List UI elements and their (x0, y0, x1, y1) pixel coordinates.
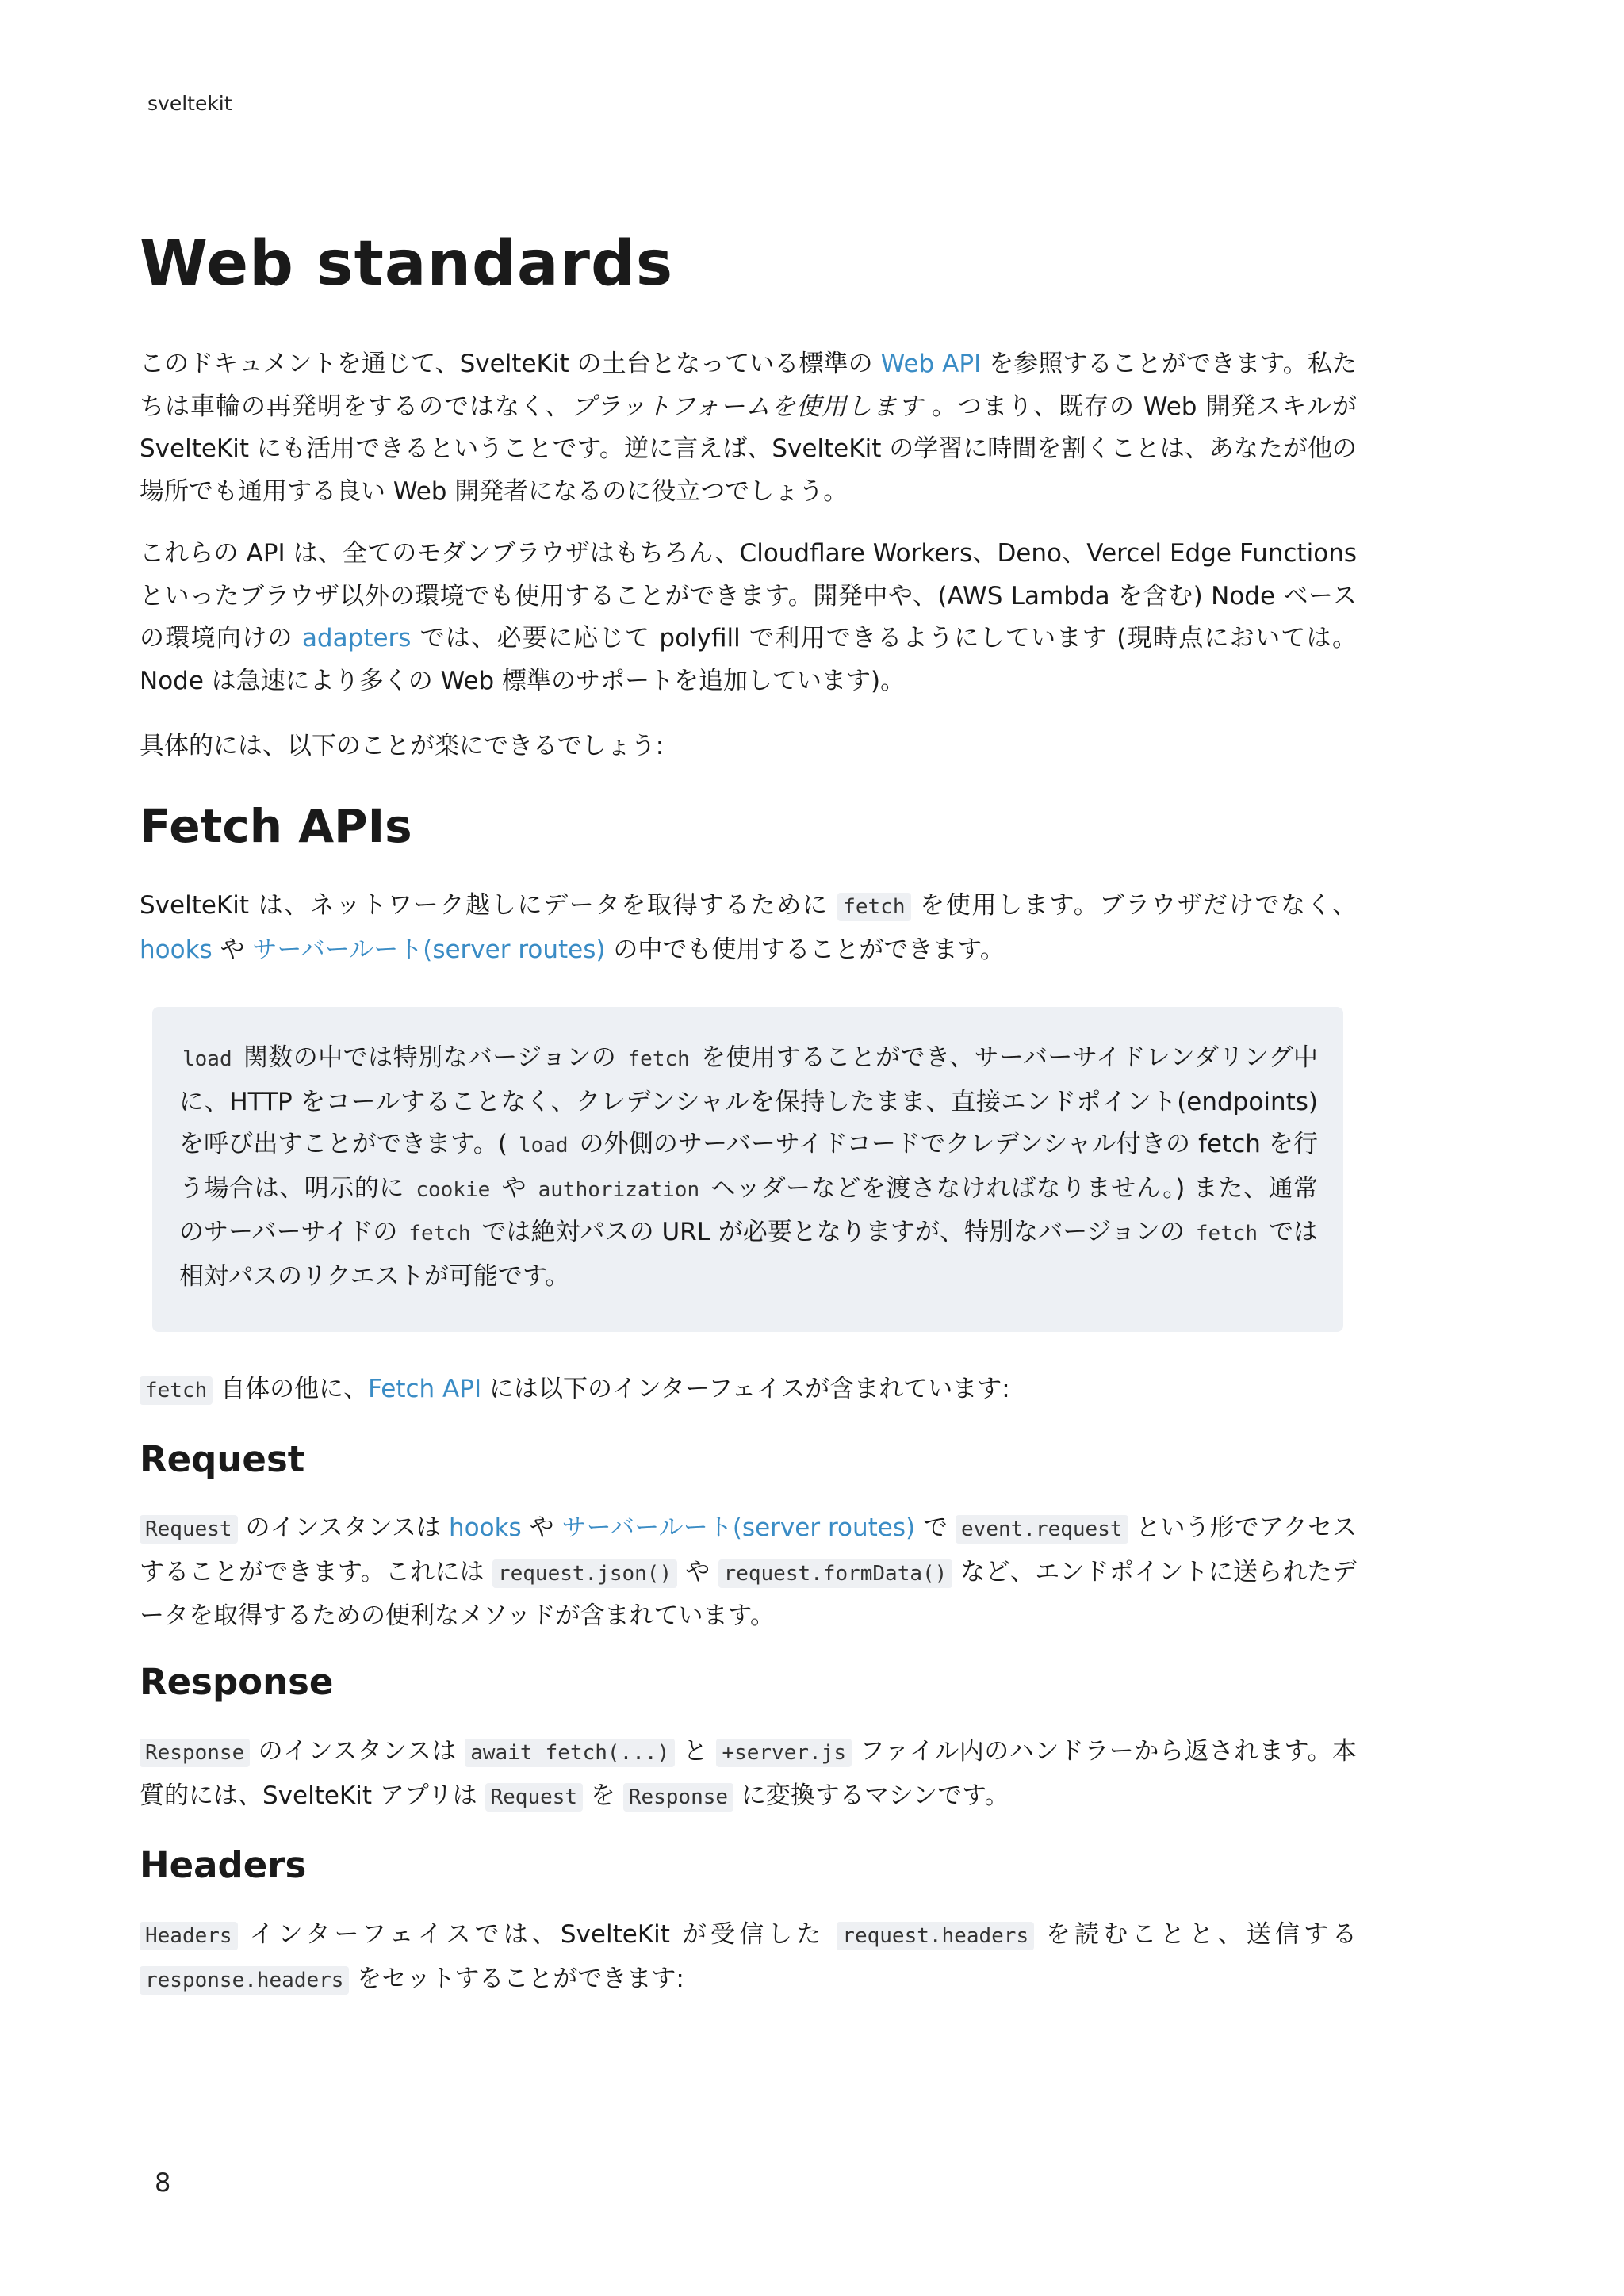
inline-code: request.headers (837, 1922, 1034, 1950)
text: や (677, 1557, 718, 1586)
text: のインスタンスは (237, 1513, 450, 1542)
running-header: sveltekit (147, 92, 232, 115)
text: ヘッダーなどを渡さなければなりません。) また、通常のサーバーサイドの (179, 1173, 1318, 1246)
request-paragraph (140, 1507, 1357, 1638)
inline-code: authorization (538, 1177, 700, 1202)
text: で (915, 1513, 956, 1542)
text: をセットすることができます: (349, 1964, 684, 1993)
web-api-link[interactable]: Web API (880, 350, 982, 378)
text: 自体の他に、 (213, 1375, 369, 1403)
page-number: 8 (155, 2168, 171, 2198)
section-heading-fetch-apis: Fetch APIs (140, 799, 412, 853)
inline-code: fetch (140, 1376, 213, 1405)
fetch-api-link[interactable]: Fetch API (368, 1375, 482, 1403)
section-heading-response: Response (140, 1661, 334, 1703)
text: に変換するマシンです。 (733, 1781, 1009, 1810)
text: を参照することができます。私たちは車輪の再発明をするのではなく、 (140, 350, 1357, 421)
text: を読むことと、送信する (1034, 1920, 1357, 1949)
text: のインスタンスは (250, 1737, 465, 1766)
page-title: Web standards (140, 228, 674, 300)
note-callout (152, 1007, 1343, 1332)
text: など、エンドポイントに送られたデータを取得するための便利なメソッドが含まれています。 (140, 1557, 1358, 1630)
text: には以下のインターフェイスが含まれています: (481, 1375, 1010, 1403)
text: の外側のサーバーサイドコードでクレデンシャル付きの fetch を行う場合は、明示的に (179, 1130, 1319, 1203)
text: これらの API は、全てのモダンブラウザはもちろん、Cloudflare Workers、Deno、Vercel Edge Functions といったブラウザ以外の環境でも使用することができます。開発中や、(AWS Lambda を含む) Node ベースの環境向けの (140, 539, 1357, 652)
text: SvelteKit は、ネットワーク越しにデータを取得するために (140, 891, 838, 920)
section-heading-request: Request (140, 1438, 305, 1480)
fetch-interfaces-paragraph (140, 1368, 1357, 1413)
section-heading-headers: Headers (140, 1844, 307, 1886)
server-routes-link[interactable]: サーバールート(server routes) (561, 1513, 916, 1542)
headers-paragraph (140, 1914, 1357, 2002)
hooks-link[interactable]: hooks (449, 1513, 522, 1542)
hooks-link[interactable]: hooks (140, 935, 213, 964)
inline-code: fetch (1195, 1222, 1258, 1246)
inline-code: load (518, 1134, 569, 1158)
inline-code: load (182, 1047, 232, 1071)
text: と (675, 1737, 717, 1766)
text: を使用することができ、サーバーサイドレンダリング中に、HTTP をコールすることなく、クレデンシャルを保持したまま、直接エンドポイント(endpoints)を呼び出すことができます。( (179, 1043, 1318, 1158)
inline-code: fetch (837, 893, 910, 921)
text: という形でアクセスすることができます。これには (140, 1513, 1357, 1586)
inline-code: Response (623, 1783, 733, 1812)
inline-code: event.request (956, 1515, 1128, 1544)
inline-code: await fetch(...) (465, 1739, 675, 1767)
text: や (493, 1173, 535, 1203)
intro-paragraph-1 (140, 343, 1357, 513)
inline-code: request.formData() (718, 1559, 953, 1588)
inline-code: fetch (627, 1047, 690, 1071)
emphasis-text: プラットフォームを使用します (570, 392, 924, 421)
inline-code: Request (140, 1515, 238, 1544)
inline-code: request.json() (492, 1559, 677, 1588)
text: では絶対パスの URL が必要となりますが、特別なバージョンの (473, 1218, 1193, 1246)
inline-code: fetch (408, 1222, 471, 1246)
text: や (521, 1513, 562, 1542)
text: 関数の中では特別なバージョンの (235, 1043, 625, 1072)
inline-code: +server.js (716, 1739, 852, 1767)
inline-code: response.headers (140, 1966, 349, 1995)
adapters-link[interactable]: adapters (301, 624, 412, 652)
text: の中でも使用することができます。 (605, 935, 1005, 964)
inline-code: Response (140, 1739, 250, 1767)
inline-code: Headers (140, 1922, 238, 1950)
fetch-apis-paragraph (140, 885, 1357, 971)
server-routes-link[interactable]: サーバールート(server routes) (252, 935, 606, 964)
text: ファイル内のハンドラーから返されます。本質的には、SvelteKit アプリは (140, 1737, 1357, 1810)
intro-paragraph-2 (140, 533, 1357, 702)
intro-paragraph-3 (140, 725, 1357, 768)
text: 。つまり、既存の Web 開発スキルが SvelteKit にも活用できるということです。逆に言えば、SvelteKit の学習に時間を割くことは、あなたが他の場所でも通用する良い Web 開発者になるのに役立つでしょう。 (140, 392, 1357, 506)
inline-code: Request (485, 1783, 584, 1812)
text: や (212, 935, 253, 964)
text: では、必要に応じて polyfill で利用できるようにしています (現時点においては。Node は急速により多くの Web 標準のサポートを追加しています)。 (140, 624, 1357, 695)
response-paragraph (140, 1731, 1357, 1819)
text: 具体的には、以下のことが楽にできるでしょう: (140, 732, 665, 760)
text: インターフェイスでは、SvelteKit が受信した (237, 1920, 837, 1949)
text: を使用します。ブラウザだけでなく、 (910, 891, 1357, 920)
inline-code: cookie (416, 1177, 491, 1202)
text: を (583, 1781, 623, 1810)
text: では相対パスのリクエストが可能です。 (179, 1218, 1318, 1291)
text: このドキュメントを通じて、SvelteKit の土台となっている標準の (140, 350, 881, 378)
